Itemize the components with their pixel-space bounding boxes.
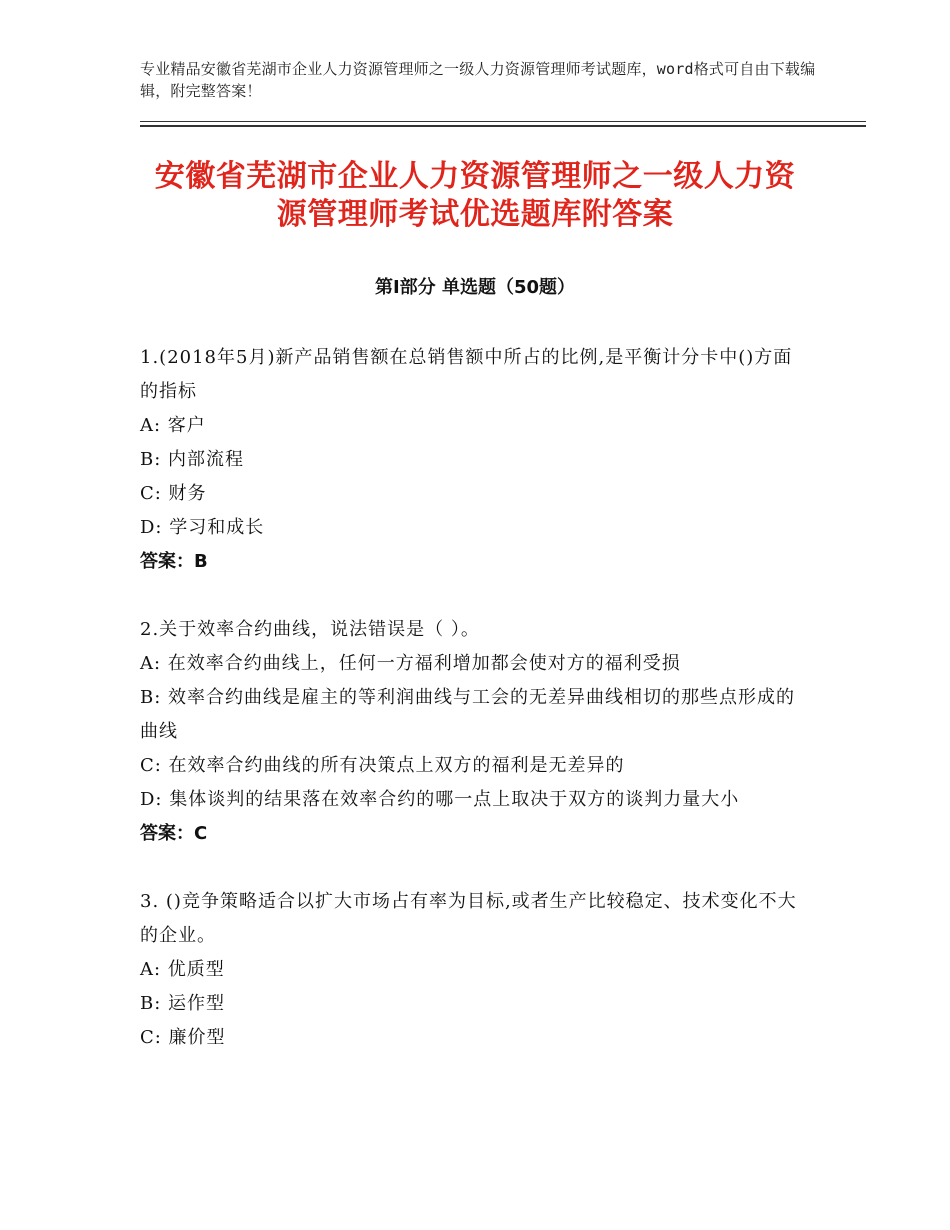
option-b: B: 运作型 (140, 993, 226, 1014)
section-heading: 第Ⅰ部分 单选题（50题） (374, 277, 575, 298)
option-a: A: 在效率合约曲线上，任何一方福利增加都会使对方的福利受损 (140, 653, 681, 674)
header-divider-thin (140, 121, 866, 122)
answer: 答案：B (140, 551, 208, 572)
question-stem: 2.关于效率合约曲线，说法错误是（ ）。 (140, 619, 480, 640)
option-d: D: 学习和成长 (140, 517, 265, 538)
option-b: B: 效率合约曲线是雇主的等利润曲线与工会的无差异曲线相切的那些点形成的曲线 (140, 687, 796, 742)
question-1 (140, 341, 810, 579)
document-title: 安徽省芜湖市企业人力资源管理师之一级人力资源管理师考试优选题库附答案 (154, 159, 796, 232)
option-b: B: 内部流程 (140, 449, 245, 470)
question-list (140, 341, 810, 1089)
question-3 (140, 885, 810, 1055)
header-note: 专业精品安徽省芜湖市企业人力资源管理师之一级人力资源管理师考试题库，word格式可自由下载编辑，附完整答案！ (140, 60, 816, 100)
question-stem: 3. ()竞争策略适合以扩大市场占有率为目标,或者生产比较稳定、技术变化不大的企业。 (140, 891, 797, 946)
option-a: A: 客户 (140, 415, 206, 436)
option-c: C: 财务 (140, 483, 207, 504)
option-c: C: 在效率合约曲线的所有决策点上双方的福利是无差异的 (140, 755, 625, 776)
answer: 答案：C (140, 823, 208, 844)
option-a: A: 优质型 (140, 959, 225, 980)
header-divider-thick (140, 125, 866, 127)
option-c: C: 廉价型 (140, 1027, 226, 1048)
question-2 (140, 613, 810, 851)
question-stem: 1.(2018年5月)新产品销售额在总销售额中所占的比例,是平衡计分卡中()方面的指标 (140, 347, 793, 402)
option-d: D: 集体谈判的结果落在效率合约的哪一点上取决于双方的谈判力量大小 (140, 789, 740, 810)
